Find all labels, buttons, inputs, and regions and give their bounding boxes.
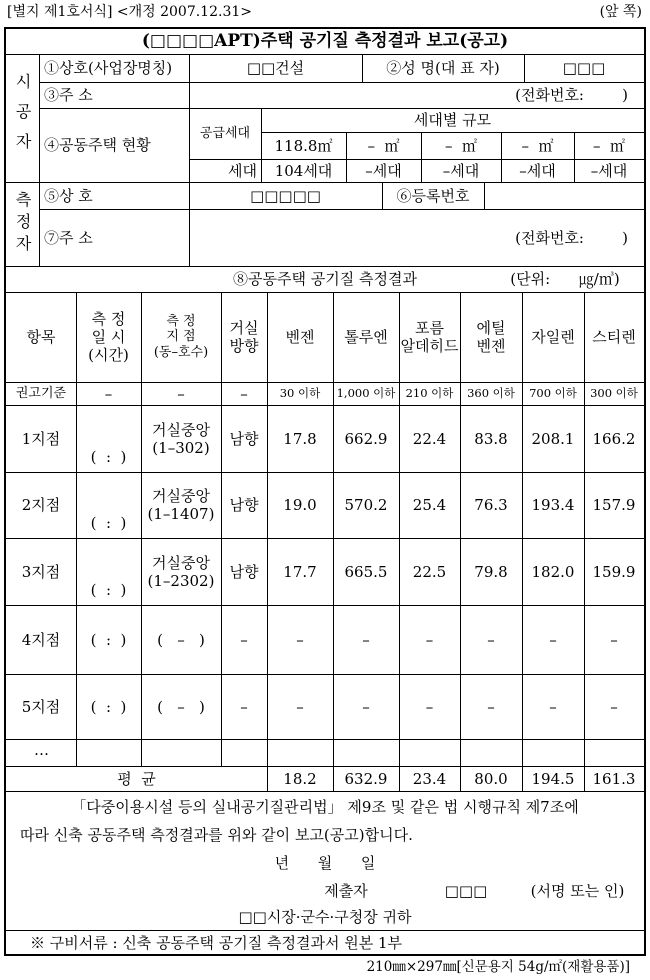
row-label: 3지점 [21, 562, 61, 581]
report-form [4, 27, 646, 956]
standard-cell: – [240, 384, 248, 403]
builder-rep-value: □□□ [562, 59, 606, 77]
row-direction: – [240, 697, 248, 716]
row-value: 208.1 [531, 429, 575, 448]
row-time: ( : ) [90, 581, 127, 599]
row-value: 193.4 [531, 496, 575, 514]
row-direction: 남향 [229, 496, 259, 514]
measurer-name-value: □□□□□ [250, 186, 321, 205]
supply-households-label: 공급세대 [199, 125, 251, 141]
col-header-item: 항목 [26, 328, 56, 346]
standard-cell: – [177, 384, 185, 403]
paper-spec: 210㎜×297㎜[신문용지 54g/㎡(재활용품)] [366, 959, 630, 975]
row-label: 5지점 [21, 697, 61, 716]
housing-status-label: ④공동주택 현황 [44, 136, 151, 154]
row-value: 22.5 [412, 562, 447, 581]
average-value: 18.2 [283, 769, 317, 788]
row-value: – [425, 630, 434, 649]
standard-label: 권고기준 [15, 385, 67, 401]
count-cell: –세대 [442, 161, 480, 180]
row-location: ( – ) [157, 697, 205, 716]
standard-value: 1,000 이하 [336, 385, 396, 400]
row-location: 거실중앙 (1–302) [152, 420, 210, 457]
row-value: – [610, 697, 618, 716]
row-value: 22.4 [412, 429, 447, 448]
row-value: 166.2 [592, 429, 636, 448]
results-title: ⑧공동주택 공기질 측정결과 [233, 270, 417, 288]
row-value: – [487, 697, 495, 716]
col-header-time: 측 정 일 시 (시간) [88, 310, 129, 364]
submitter-name: □□□ [444, 882, 488, 900]
row-value: 17.7 [283, 562, 317, 581]
row-value: 19.0 [283, 496, 317, 514]
standard-value: 300 이하 [590, 385, 638, 400]
row-location: 거실중앙 (1–2302) [147, 553, 215, 590]
measurer-section-label: 측정자 [13, 191, 33, 257]
col-header-formaldehyde: 포름 알데히드 [400, 319, 459, 355]
row-value: 159.9 [592, 562, 636, 581]
col-header-direction: 거실 방향 [229, 319, 259, 355]
more-rows-ellipsis: … [34, 741, 49, 759]
household-size-label: 세대별 규모 [413, 111, 492, 129]
row-value: 570.2 [344, 496, 388, 514]
builder-name-label: ①상호(사업장명칭) [44, 59, 173, 77]
results-unit: (단위: ㎍/㎥) [510, 270, 620, 288]
household-label: 세대 [228, 161, 257, 180]
row-value: 665.5 [344, 562, 388, 581]
row-label: 4지점 [21, 630, 61, 649]
statement-line-2: 따라 신축 공동주택 측정결과를 위와 같이 보고(공고)합니다. [20, 826, 413, 844]
average-value: 194.5 [531, 769, 575, 788]
builder-name-value: □□건설 [246, 59, 305, 77]
row-value: – [425, 697, 434, 716]
row-time: ( : ) [90, 697, 127, 716]
measurer-address-label: ⑦주 소 [44, 228, 93, 247]
col-header-toluene: 톨루엔 [344, 328, 388, 346]
col-header-location: 측 정 지 점 (동–호수) [153, 313, 209, 360]
size-cell: – ㎡ [367, 136, 400, 155]
row-value: 25.4 [412, 496, 447, 514]
submitter-label: 제출자 [324, 882, 368, 900]
row-label: 2지점 [21, 496, 61, 514]
row-value: – [362, 697, 370, 716]
row-value: 17.8 [283, 429, 317, 448]
measurer-reg-value [484, 182, 644, 209]
standard-value: 30 이하 [279, 385, 321, 400]
row-direction: 남향 [229, 562, 259, 581]
row-label: 1지점 [21, 429, 61, 448]
average-value: 80.0 [474, 769, 508, 788]
size-cell: – ㎡ [444, 136, 478, 155]
builder-section-label: 시공자 [13, 73, 33, 163]
size-cell: – ㎡ [592, 136, 626, 155]
form-title: (□□□□APT)주택 공기질 측정결과 보고(공고) [141, 31, 509, 52]
row-direction: 남향 [229, 429, 259, 448]
measurer-reg-label: ⑥등록번호 [396, 186, 470, 205]
average-value: 161.3 [592, 769, 636, 788]
count-cell: –세대 [365, 161, 402, 180]
standard-value: 360 이하 [467, 385, 515, 400]
row-location: ( – ) [157, 630, 205, 649]
size-cell: 118.8㎡ [274, 136, 333, 155]
form-number: [별지 제1호서식] <개정 2007.12.31> [7, 4, 252, 20]
builder-rep-label: ②성 명(대 표 자) [386, 59, 500, 77]
average-value: 23.4 [412, 769, 447, 788]
row-value: 83.8 [474, 429, 508, 448]
row-value: 182.0 [531, 562, 575, 581]
statement-line-1: 「다중이용시설 등의 실내공기질관리법」 제9조 및 같은 법 시행규칙 제7조에 [71, 798, 579, 816]
row-time: ( : ) [90, 514, 127, 532]
standard-value: 210 이하 [405, 385, 454, 400]
row-time: ( : ) [90, 448, 127, 466]
page-side: (앞 쪽) [599, 4, 642, 20]
row-location: 거실중앙 (1–1407) [147, 487, 215, 523]
row-value: – [362, 630, 370, 649]
average-label: 평 균 [117, 769, 156, 788]
row-direction: – [240, 630, 248, 649]
col-header-ethylbenzene: 에틸 벤젠 [476, 319, 506, 355]
measurer-phone-label: (전화번호: ) [515, 228, 628, 247]
measurer-name-label: ⑤상 호 [44, 186, 93, 205]
form-header [7, 2, 642, 22]
row-value: – [296, 697, 304, 716]
builder-address-label: ③주 소 [44, 86, 93, 104]
report-date: 년 월 일 [274, 854, 376, 872]
row-value: – [296, 630, 304, 649]
col-header-xylene: 자일렌 [531, 328, 575, 346]
size-cell: – ㎡ [521, 136, 554, 155]
standard-cell: – [104, 384, 113, 403]
row-value: 79.8 [474, 562, 508, 581]
row-value: – [610, 630, 618, 649]
rule [6, 791, 644, 792]
row-value: – [487, 630, 495, 649]
row-value: 76.3 [474, 496, 508, 514]
row-value: – [549, 697, 557, 716]
signature-note: (서명 또는 인) [530, 882, 625, 900]
required-documents: ※ 구비서류 : 신축 공동주택 공기질 측정결과서 원본 1부 [30, 934, 403, 952]
recipient: □□시장·군수·구청장 귀하 [238, 908, 412, 926]
col-header-benzene: 벤젠 [285, 328, 315, 346]
builder-phone-label: (전화번호: ) [515, 86, 628, 104]
row-value: – [549, 630, 557, 649]
col-header-styrene: 스티렌 [592, 328, 636, 346]
standard-value: 700 이하 [529, 385, 577, 400]
rule [6, 739, 644, 740]
row-value: 157.9 [592, 496, 636, 514]
count-cell: 104세대 [274, 161, 333, 180]
row-time: ( : ) [90, 630, 127, 649]
count-cell: –세대 [519, 161, 556, 180]
row-value: 662.9 [344, 429, 388, 448]
average-value: 632.9 [344, 769, 388, 788]
count-cell: –세대 [590, 161, 628, 180]
